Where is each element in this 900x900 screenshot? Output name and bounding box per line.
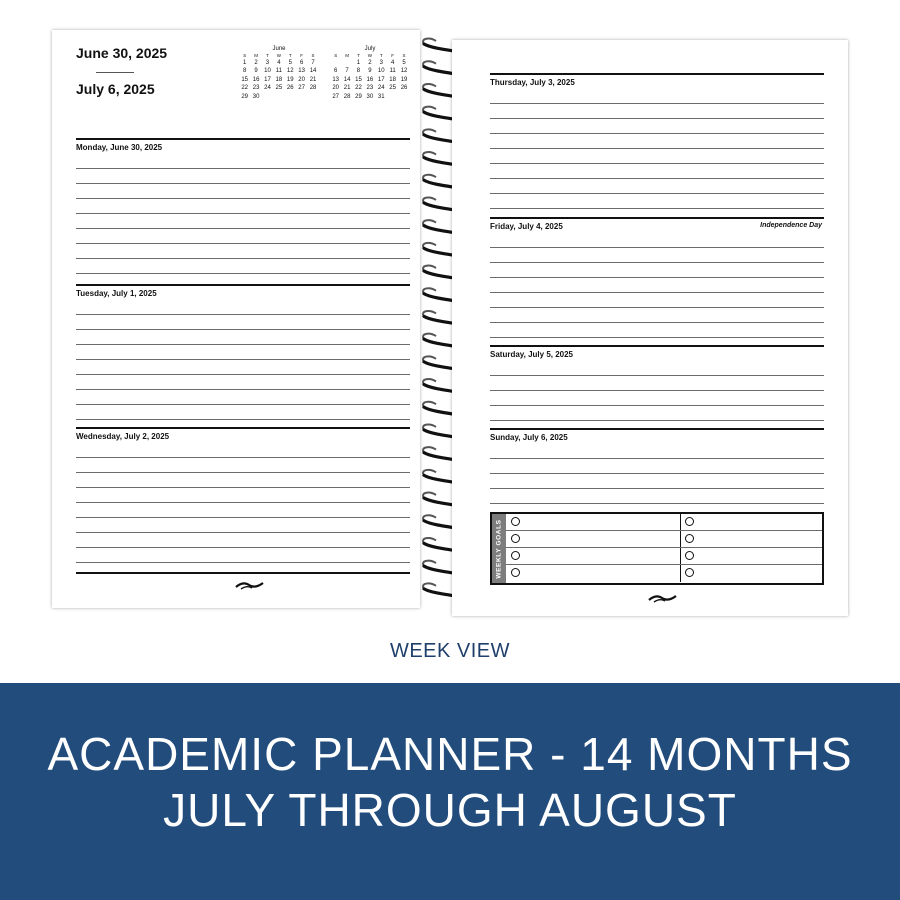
weekday-header: T: [357, 53, 360, 58]
calendar-day: 23: [252, 85, 260, 92]
calendar-day: 27: [332, 93, 340, 100]
calendar-day: 13: [298, 68, 305, 75]
calendar-day: 2: [368, 60, 372, 66]
right-page: [452, 40, 848, 616]
calendar-day: 28: [343, 93, 351, 100]
calendar-day: 18: [275, 76, 283, 83]
calendar-day: 23: [366, 85, 374, 92]
calendar-day: 12: [400, 68, 408, 75]
day-section-thursday: [490, 73, 824, 217]
goal-checkbox-icon[interactable]: [511, 551, 520, 560]
week-end-date: July 6, 2025: [76, 81, 155, 97]
weekday-header: T: [266, 53, 269, 58]
calendar-day: 26: [400, 85, 408, 92]
goal-column-divider: [680, 514, 681, 530]
calendar-day: 9: [254, 68, 258, 75]
calendar-day: 27: [298, 85, 305, 92]
goal-checkbox-icon[interactable]: [685, 534, 694, 543]
mini-calendar-month: July: [364, 46, 376, 52]
week-start-date: June 30, 2025: [76, 45, 168, 61]
mini-calendar-grid: [330, 53, 410, 101]
day-title: Wednesday, July 2, 2025: [76, 432, 170, 441]
weekday-header: F: [391, 53, 395, 58]
mini-calendar-july: [330, 46, 410, 101]
goal-column-divider: [680, 565, 681, 582]
calendar-day: 9: [368, 68, 372, 75]
weekly-goals-label: WEEKLY GOALS: [495, 518, 503, 579]
goal-row: [506, 514, 822, 531]
left-page: [52, 30, 420, 608]
calendar-day: 20: [332, 85, 340, 92]
calendar-day: 7: [345, 68, 349, 75]
goal-checkbox-icon[interactable]: [511, 534, 520, 543]
goal-column-divider: [680, 531, 681, 547]
writing-lines[interactable]: [76, 300, 410, 427]
calendar-day: 18: [389, 76, 396, 83]
calendar-day: 10: [377, 68, 385, 75]
calendar-day: 21: [309, 76, 317, 83]
calendar-day: [398, 93, 409, 101]
mini-calendar-june: [239, 46, 319, 101]
calendar-day: 3: [379, 60, 383, 66]
writing-lines[interactable]: [76, 154, 410, 284]
calendar-day: 30: [366, 93, 374, 100]
calendar-day: 15: [241, 76, 249, 83]
calendar-day: 30: [252, 93, 260, 100]
day-title: Sunday, July 6, 2025: [490, 433, 568, 442]
goal-column-divider: [680, 548, 681, 564]
calendar-day: 19: [400, 76, 408, 83]
calendar-day: 24: [264, 85, 271, 92]
calendar-day: [285, 93, 296, 101]
weekday-header: M: [345, 53, 349, 58]
promo-banner: [0, 683, 900, 900]
day-section-saturday: [490, 345, 824, 428]
day-section-monday: [76, 138, 410, 284]
brand-logo-icon: [648, 593, 678, 603]
day-section-wednesday: [76, 427, 410, 573]
mini-calendar-grid: [239, 53, 319, 101]
calendar-day: [307, 93, 318, 101]
weekday-header: S: [243, 53, 247, 58]
goal-checkbox-icon[interactable]: [685, 551, 694, 560]
calendar-day: 22: [241, 85, 249, 92]
calendar-day: 31: [377, 93, 385, 100]
calendar-day: 22: [355, 85, 362, 92]
goal-row: [506, 548, 822, 565]
calendar-day: 6: [334, 68, 338, 75]
calendar-day: 29: [355, 93, 362, 100]
weekday-header: F: [300, 53, 304, 58]
calendar-day: 11: [275, 68, 282, 75]
calendar-day: 8: [243, 68, 247, 75]
calendar-day: 8: [356, 68, 361, 75]
weekly-goals-box: [490, 512, 824, 585]
date-range-divider: [96, 72, 134, 73]
calendar-day: [296, 93, 307, 101]
calendar-day: 26: [286, 85, 294, 92]
calendar-day: 15: [355, 76, 362, 83]
weekday-header: M: [254, 53, 258, 58]
weekday-header: T: [379, 53, 383, 58]
calendar-day: 25: [275, 85, 283, 92]
calendar-day: 14: [343, 76, 351, 83]
writing-lines[interactable]: [490, 361, 824, 428]
calendar-day: [341, 59, 352, 67]
calendar-day: [330, 59, 341, 67]
goal-checkbox-icon[interactable]: [685, 568, 694, 577]
view-caption: WEEK VIEW: [389, 640, 511, 662]
holiday-note: Independence Day: [760, 222, 822, 229]
page-bottom-rule: [76, 572, 410, 574]
calendar-day: 7: [311, 60, 315, 66]
calendar-day: 12: [286, 68, 294, 75]
banner-title-line-1: ACADEMIC PLANNER - 14 MONTHS: [47, 728, 853, 780]
goal-checkbox-icon[interactable]: [685, 517, 694, 526]
weekday-header: S: [402, 53, 406, 58]
calendar-day: 29: [241, 93, 249, 100]
day-title: Tuesday, July 1, 2025: [76, 289, 157, 298]
weekday-header: W: [367, 53, 372, 58]
calendar-day: 14: [309, 68, 317, 75]
weekday-header: W: [276, 53, 281, 58]
calendar-day: [387, 93, 398, 101]
calendar-day: 24: [377, 85, 385, 92]
calendar-day: 5: [288, 60, 292, 66]
weekday-header: T: [288, 53, 292, 58]
calendar-day: 3: [265, 60, 270, 66]
calendar-day: 19: [286, 76, 294, 83]
brand-logo-icon: [235, 580, 265, 590]
calendar-day: 17: [264, 76, 271, 83]
day-section-friday: [490, 217, 824, 345]
calendar-day: 6: [299, 60, 304, 66]
calendar-day: [273, 93, 284, 101]
day-section-sunday: [490, 428, 824, 510]
goal-checkbox-icon[interactable]: [511, 517, 520, 526]
writing-lines[interactable]: [76, 443, 410, 573]
day-title: Friday, July 4, 2025: [490, 222, 563, 231]
writing-lines[interactable]: [490, 444, 824, 510]
day-title: Thursday, July 3, 2025: [490, 78, 575, 87]
calendar-day: 28: [309, 85, 317, 92]
calendar-day: 10: [264, 68, 271, 75]
banner-title-line-2: JULY THROUGH AUGUST: [163, 784, 737, 836]
calendar-day: 1: [243, 60, 247, 66]
day-title: Saturday, July 5, 2025: [490, 350, 574, 359]
calendar-day: 17: [377, 76, 385, 83]
calendar-day: 11: [389, 68, 396, 75]
calendar-day: 16: [366, 76, 374, 83]
day-section-tuesday: [76, 284, 410, 427]
writing-lines[interactable]: [490, 89, 824, 217]
goal-row: [506, 531, 822, 548]
calendar-day: 20: [298, 76, 305, 83]
day-title: Monday, June 30, 2025: [76, 143, 163, 152]
weekday-header: S: [311, 53, 315, 58]
calendar-day: 4: [277, 60, 281, 66]
goal-checkbox-icon[interactable]: [511, 568, 520, 577]
calendar-day: 2: [254, 60, 258, 66]
calendar-day: 25: [389, 85, 396, 92]
weekday-header: S: [334, 53, 338, 58]
calendar-day: 16: [252, 76, 260, 83]
goal-row: [506, 565, 822, 582]
weekly-goals-tab: [492, 514, 506, 583]
calendar-day: [262, 93, 273, 101]
calendar-day: 4: [390, 60, 395, 66]
calendar-day: 5: [402, 60, 406, 66]
writing-lines[interactable]: [490, 233, 824, 345]
calendar-day: 21: [343, 85, 351, 92]
calendar-day: 1: [356, 60, 361, 66]
calendar-day: 13: [332, 76, 340, 83]
mini-calendar-month: June: [272, 46, 286, 52]
